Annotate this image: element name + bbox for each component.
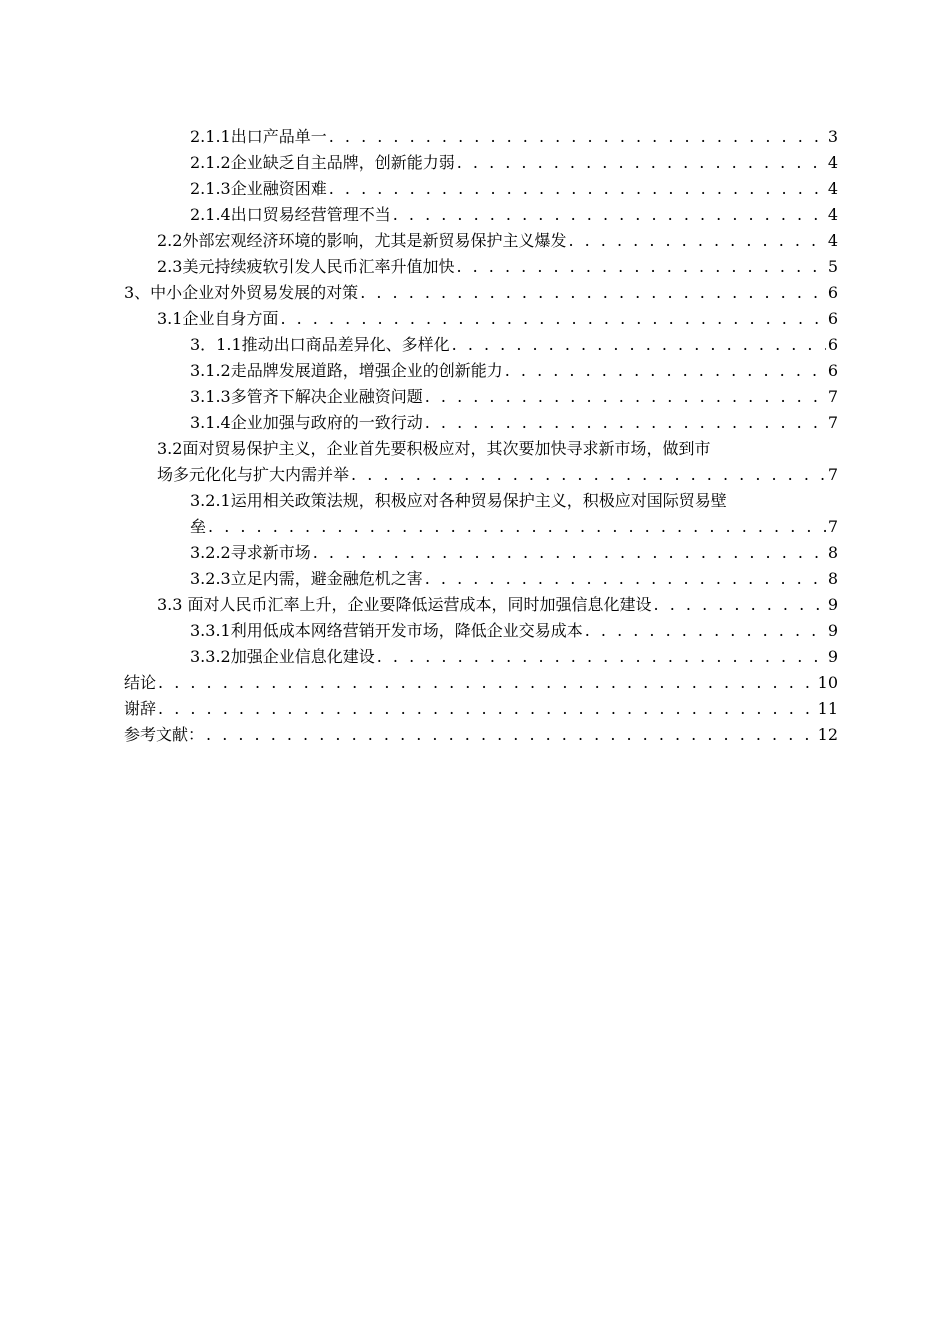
toc-entry-page: 7 <box>827 517 838 536</box>
toc-entry[interactable] <box>124 202 838 228</box>
toc-dot-leader <box>158 670 816 696</box>
toc-dot-leader <box>505 358 826 384</box>
toc-entry-title: 2.2外部宏观经济环境的影响，尤其是新贸易保护主义爆发 <box>157 231 567 250</box>
toc-dot-leader <box>452 332 826 358</box>
toc-entry[interactable] <box>124 696 838 722</box>
toc-entry-title: 2.3美元持续疲软引发人民币汇率升值加快 <box>157 257 455 276</box>
toc-dot-leader <box>280 306 825 332</box>
toc-entry-title: 3.1.3多管齐下解决企业融资问题 <box>190 387 423 406</box>
toc-entry[interactable] <box>124 150 838 176</box>
toc-entry[interactable] <box>124 514 838 540</box>
toc-dot-leader <box>654 592 826 618</box>
toc-entry-page: 6 <box>827 361 838 380</box>
toc-entry-page: 6 <box>827 335 838 354</box>
toc-entry-page: 9 <box>827 595 838 614</box>
toc-dot-leader <box>360 280 826 306</box>
toc-dot-leader <box>456 254 825 280</box>
toc-dot-leader <box>425 410 826 436</box>
toc-entry-page: 4 <box>827 153 838 172</box>
toc-entry-page: 11 <box>817 699 838 718</box>
toc-entry-title: 3.1.4企业加强与政府的一致行动 <box>190 413 423 432</box>
toc-entry-page: 5 <box>827 257 838 276</box>
toc-entry-page: 4 <box>827 231 838 250</box>
toc-entry-page: 9 <box>827 647 838 666</box>
toc-entry-page: 12 <box>817 725 838 744</box>
toc-entry-page: 7 <box>827 387 838 406</box>
toc-entry-title: 2.1.2企业缺乏自主品牌，创新能力弱 <box>190 153 455 172</box>
toc-entry-page: 8 <box>827 569 838 588</box>
toc-entry-title: 3.1.2走品牌发展道路，增强企业的创新能力 <box>190 361 503 380</box>
toc-entry[interactable] <box>124 228 838 254</box>
toc-entry-page: 7 <box>827 413 838 432</box>
toc-dot-leader <box>425 384 826 410</box>
toc-entry-page: 10 <box>817 673 838 692</box>
table-of-contents <box>124 124 838 748</box>
toc-entry[interactable] <box>124 670 838 696</box>
toc-entry-page: 6 <box>827 309 838 328</box>
toc-entry-page: 7 <box>827 465 838 484</box>
toc-entry-title: 3.3.2加强企业信息化建设 <box>190 647 375 666</box>
toc-entry-title: 3.1企业自身方面 <box>157 309 279 328</box>
toc-entry[interactable] <box>124 306 838 332</box>
toc-dot-leader <box>351 462 826 488</box>
toc-dot-leader <box>457 150 826 176</box>
toc-entry-page: 8 <box>827 543 838 562</box>
toc-dot-leader <box>329 176 826 202</box>
toc-entry[interactable] <box>124 332 838 358</box>
toc-entry[interactable] <box>124 566 838 592</box>
toc-entry-title: 结论 <box>124 673 157 692</box>
toc-dot-leader <box>568 228 825 254</box>
toc-entry[interactable] <box>124 124 838 150</box>
toc-entry-page: 4 <box>827 179 838 198</box>
toc-entry[interactable] <box>124 592 838 618</box>
toc-entry-title: 3、中小企业对外贸易发展的对策 <box>124 283 359 302</box>
toc-entry[interactable] <box>124 254 838 280</box>
toc-entry-title-line1: 3.2面对贸易保护主义，企业首先要积极应对，其次要加快寻求新市场，做到市 <box>157 439 711 458</box>
toc-entry[interactable] <box>124 540 838 566</box>
toc-entry-title-line1: 3.2.1运用相关政策法规，积极应对各种贸易保护主义，积极应对国际贸易壁 <box>190 491 727 510</box>
toc-entry[interactable] <box>124 410 838 436</box>
toc-entry-page: 6 <box>827 283 838 302</box>
toc-entry-title: 垒 <box>190 517 207 536</box>
toc-entry-title: 3.3.1利用低成本网络营销开发市场，降低企业交易成本 <box>190 621 583 640</box>
toc-entry-page: 9 <box>827 621 838 640</box>
toc-dot-leader <box>158 696 816 722</box>
toc-entry-page: 3 <box>827 127 838 146</box>
toc-dot-leader <box>313 540 826 566</box>
toc-entry-title: 3.2.3立足内需，避金融危机之害 <box>190 569 423 588</box>
toc-dot-leader <box>377 644 826 670</box>
toc-dot-leader <box>425 566 826 592</box>
toc-entry[interactable] <box>124 644 838 670</box>
toc-entry-title: 2.1.1出口产品单一 <box>190 127 327 146</box>
toc-entry[interactable] <box>124 618 838 644</box>
toc-entry[interactable] <box>124 358 838 384</box>
toc-entry[interactable] <box>124 176 838 202</box>
toc-entry-title: 场多元化化与扩大内需并举 <box>157 465 350 484</box>
toc-entry-title: 3．1.1推动出口商品差异化、多样化 <box>190 335 450 354</box>
toc-dot-leader <box>206 722 816 748</box>
toc-entry[interactable] <box>124 280 838 306</box>
toc-entry-title: 2.1.3企业融资困难 <box>190 179 327 198</box>
toc-entry[interactable] <box>124 722 838 748</box>
toc-entry-title: 3.2.2寻求新市场 <box>190 543 311 562</box>
toc-entry-title: 3.3 面对人民币汇率上升，企业要降低运营成本，同时加强信息化建设 <box>157 595 652 614</box>
toc-entry[interactable] <box>124 462 838 488</box>
toc-entry-page: 4 <box>827 205 838 224</box>
toc-entry-title: 2.1.4出口贸易经营管理不当 <box>190 205 391 224</box>
toc-entry[interactable] <box>124 384 838 410</box>
toc-dot-leader <box>585 618 826 644</box>
toc-dot-leader <box>329 124 826 150</box>
toc-entry-wrap-line[interactable] <box>124 436 838 462</box>
toc-entry-title: 谢辞 <box>124 699 157 718</box>
toc-dot-leader <box>393 202 826 228</box>
toc-entry-title: 参考文献： <box>124 725 205 744</box>
toc-entry-wrap-line[interactable] <box>124 488 838 514</box>
toc-dot-leader <box>208 514 826 540</box>
